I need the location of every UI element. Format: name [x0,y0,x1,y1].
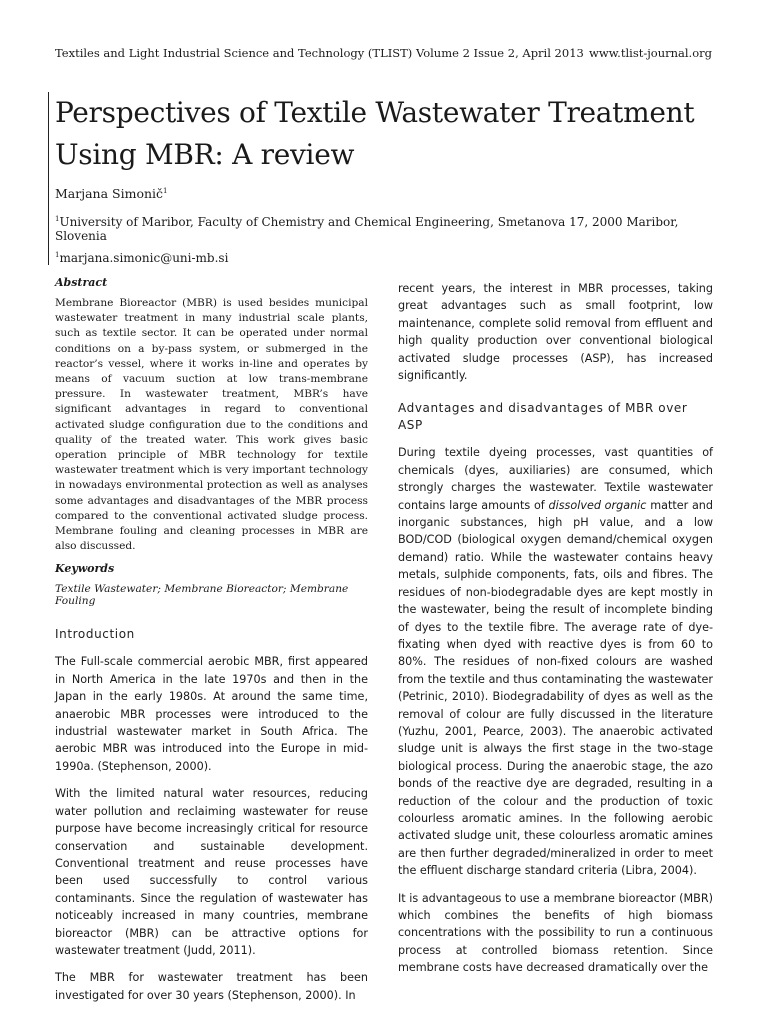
journal-info: Textiles and Light Industrial Science and Technology (TLIST) Volume 2 Issue 2, April 2013 [55,46,584,60]
affiliation-sup: 1 [55,215,60,223]
intro-paragraph-3-continued: recent years, the interest in MBR processes, taking great advantages such as small footprint, low maintenance, complete solid removal from effluent and high quality production over conventional biological activated sludge processes (ASP), has increased significantly. [398,282,713,383]
abstract-heading: Abstract [55,276,108,289]
introduction-heading: Introduction [55,627,135,642]
advantages-paragraph-2: It is advantageous to use a membrane bioreactor (MBR) which combines the benefits of high biomass concentrations with the possibility to run a continuous process at controlled biomass retention. Since membrane costs have decreased dramatically over the [398,891,713,975]
journal-url: www.tlist-journal.org [589,46,712,60]
paper-title: Perspectives of Textile Wastewater Treatment Using MBR: A review [55,96,695,171]
affiliation-line [55,215,725,243]
right-column [398,280,713,977]
keywords-text: Textile Wastewater; Membrane Bioreactor; Membrane Fouling [55,583,349,608]
author-name: Marjana Simonič [55,186,164,201]
advantages-p1-start: During textile dyeing processes, vast quantities of chemicals (dyes, auxiliaries) are consumed, which strongly charges the wastewater. Textile wastewater contains large amounts of [398,446,713,512]
author-sup: 1 [163,186,168,195]
intro-paragraph-3: The MBR for wastewater treatment has been investigated for over 30 years (Stephenson, 2000). In [55,971,368,1002]
abstract-text: Membrane Bioreactor (MBR) is used besides municipal wastewater treatment in many industrial scale plants, such as textile sector. It can be operated under normal conditions on a by-pass system, or submerged in the reactor’s vessel, where it works in-line and operates by means of vacuum suction at low trans-membrane pressure. In wastewater treatment, MBR’s have significant advantages in regard to conventional activated sludge configuration due to the conditions and quality of the treated water. This work gives basic operation principle of MBR technology for textile wastewater treatment which is very important technology in nowadays environmental protection as well as analyses some advantages and disadvantages of the MBR process compared to the conventional activated sludge process. Membrane fouling and cleaning processes in MBR are also discussed. [55,297,368,553]
title-block [48,92,725,265]
author-email[interactable]: marjana.simonic@uni-mb.si [59,251,229,265]
advantages-p1-emphasis: dissolved organic [548,498,647,512]
keywords-heading: Keywords [55,562,115,576]
author-line [55,186,725,201]
affiliation: University of Maribor, Faculty of Chemistry and Chemical Engineering, Smetanova 17, 2000 Maribor, Slovenia [55,215,679,243]
left-column [55,276,368,1004]
intro-paragraph-1: The Full-scale commercial aerobic MBR, first appeared in North America in the late 1970s and then in the Japan in the early 1980s. At around the same time, anaerobic MBR processes were introduced to the industrial wastewater market in South Africa. The aerobic MBR was introduced into the Europe in mid-1990a. (Stephenson, 2000). [55,655,368,773]
email-sup: 1 [55,251,60,259]
intro-paragraph-2: With the limited natural water resources, reducing water pollution and reclaiming wastewater for reuse purpose have become increasingly critical for resource conservation and sustainable development. Conventional treatment and reuse processes have been used successfully to control various contaminants. Since the regulation of wastewater has noticeably increased in many countries, membrane bioreactor (MBR) can be attractive options for wastewater treatment (Judd, 2011). [55,787,368,957]
email-line [55,251,725,265]
advantages-heading: Advantages and disadvantages of MBR over ASP [398,401,688,433]
advantages-p1-rest: matter and inorganic substances, high pH value, and a low BOD/COD (biological oxygen demand/chemical oxygen demand) ratio. While the wastewater contains heavy metals, sulphide components, fats, oils and fibres. The residues of non-biodegradable dyes are kept mostly in the wastewater, being the result of incomplete binding of dyes to the textile fibre. The average rate of dye-fixating when dyed with reactive dyes is from 60 to 80%. The residues of non-fixed colours are washed from the textile and thus contaminating the wastewater (Petrinic, 2010). Biodegradability of dyes as well as the removal of colour are fully discussed in the literature (Yuzhu, 2001, Pearce, 2003). The anaerobic activated sludge unit is always the first stage in the two-stage biological process. During the anaerobic stage, the azo bonds of the reactive dye are degraded, resulting in a reduction of the colour and the production of toxic colourless aromatic amines. In the following aerobic activated sludge unit, these colourless aromatic amines are then further degraded/mineralized in order to meet the effluent discharge standard criteria (Libra, 2004). [398,498,713,878]
advantages-paragraph-1 [398,444,713,879]
running-header [55,46,712,64]
